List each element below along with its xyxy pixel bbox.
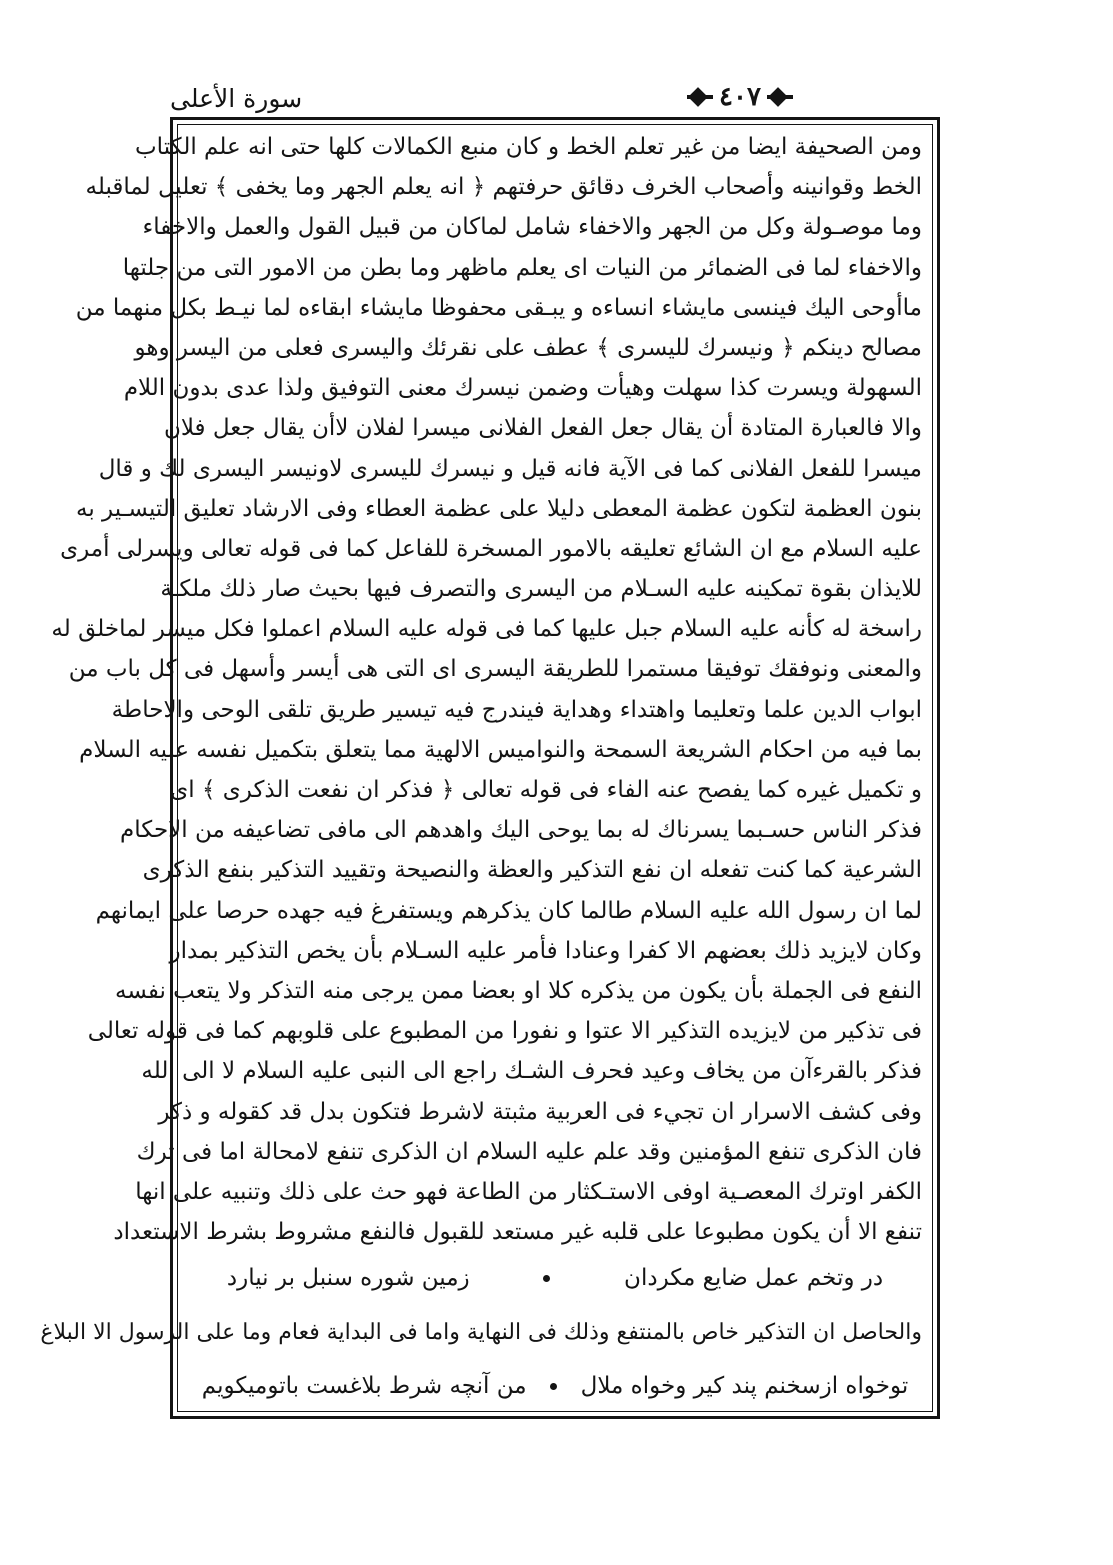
text-line: والاخفاء لما فى الضمائر من النيات اى يعلم ماظهر وما بطن من الامور التى من جلتها (122, 254, 922, 281)
text-line: النفع فى الجملة بأن يكون من يذكره كلا او بعضا ممن يرجى منه التذكر ولا يتعب نفسه (114, 977, 922, 1004)
text-line: والمعنى ونوفقك توفيقا مستمرا للطريقة اليسرى اى التى هى أيسر وأسهل فى كل باب من (68, 656, 922, 683)
page-number: ٤٠٧ (719, 82, 761, 112)
ornament-icon (767, 89, 793, 105)
text-line: ابواب الدين علما وتعليما واهتداء وهداية فيندرج فيه تيسير طريق تلقى الوحى والاحاطة (111, 696, 922, 723)
text-line: الخط وقوانينه وأصحاب الخرف دقائق حرفتهم ﴿ انه يعلم الجهر وما يخفى ﴾ تعليل لماقبله (85, 174, 922, 201)
text-line: بنون العظمة لتكون عظمة المعطى دليلا على عظمة العطاء وفى الارشاد تعليق التيسـير به (76, 495, 922, 522)
ornament-icon (687, 89, 713, 105)
text-line: مصالح دينكم ﴿ ونيسرك لليسرى ﴾ عطف على نقرئك واليسرى فعلى من اليسر وهو (134, 334, 922, 361)
verse-separator-icon (550, 1383, 557, 1390)
verse-separator-icon (543, 1275, 550, 1282)
page-number-group (670, 82, 810, 112)
page-header (170, 78, 940, 114)
text-line: والا فالعبارة المتادة أن يقال جعل الفعل الفلانى ميسرا لفلان لاأن يقال جعل فلان (163, 415, 922, 442)
running-title: سورة الأعلى (170, 84, 303, 113)
text-line: فذكر بالقرءآن من يخاف وعيد فحرف الشـك راجع الى النبى عليه السلام لا الى الله (141, 1058, 922, 1085)
text-line: للايذان بقوة تمكينه عليه السـلام من اليسرى والتصرف فيها بحيث صار ذلك ملكـة (160, 576, 922, 603)
text-line: بما فيه من احكام الشريعة السمحة والنواميس الالهية مما يتعلق بتكميل نفسه عليه السلام (79, 736, 922, 763)
verse-hemistich: زمين شوره سنبل بر نيارد (226, 1265, 470, 1291)
verse-hemistich: من آنچه شرط بلاغست باتوميكويم (201, 1373, 527, 1399)
text-line: الشرعية كما كنت تفعله ان نفع التذكير والعظة والنصيحة وتقييد التذكير بنفع الذكرى (142, 857, 922, 884)
text-line: فذكر الناس حسـبما يسرناك له بما يوحى اليك واهدهم الى مافى تضاعيفه من الاحكام (120, 817, 922, 844)
text-line: راسخة له كأنه عليه السلام جبل عليها كما فى قوله عليه السلام اعملوا فكل ميسر لماخلق له (51, 616, 922, 643)
text-line: و تكميل غيره كما يفصح عنه الفاء فى قوله تعالى ﴿ فذكر ان نفعت الذكرى ﴾ اى (170, 777, 922, 803)
persian-verse-1 (190, 1256, 920, 1300)
text-line: ماأوحى اليك فينسى مايشاء انساءه و يبـقى محفوظا مايشاء ابقاءه لما نيـط بكل منهما من (75, 294, 922, 321)
concluding-text: والحاصل ان التذكير خاص بالمنتفع وذلك فى النهاية واما فى البداية فعام وما على الرسول الا البلاغ (40, 1320, 922, 1345)
persian-verse-2 (190, 1364, 920, 1408)
text-line: الكفر اوترك المعصـية اوفى الاستـكثار من الطاعة فهو حث على ذلك وتنبيه على انها (135, 1178, 922, 1205)
main-text (51, 127, 922, 1252)
text-line: وكان لايزيد ذلك بعضهم الا كفرا وعنادا فأمر عليه السـلام بأن يخص التذكير بمدار (169, 937, 922, 964)
text-line: ومن الصحيفة ايضا من غير تعلم الخط و كان منبع الكمالات كلها حتى انه علم الكتاب (135, 134, 922, 160)
text-line: عليه السلام مع ان الشائع تعليقه بالامور المسخرة للفاعل كما فى قوله تعالى ويسرلى أمرى (60, 535, 922, 562)
text-line: وما موصـولة وكل من الجهر والاخفاء شامل لماكان من قبيل القول والعمل والاخفاء (142, 214, 922, 241)
verse-hemistich: توخواه ازسخنم پند كير وخواه ملال (580, 1373, 909, 1399)
text-line: لما ان رسول الله عليه السلام طالما كان يذكرهم ويستفرغ فيه جهده حرصا على ايمانهم (95, 897, 922, 924)
text-line: السهولة ويسرت كذا سهلت وهيأت وضمن نيسرك معنى التوفيق ولذا عدى بدون اللام (123, 375, 922, 402)
text-line: فى تذكير من لايزيده التذكير الا عتوا و نفورا من المطبوع على قلوبهم كما فى قوله تعالى (87, 1018, 922, 1045)
verse-hemistich: در وتخم عمل ضايع مكردان (624, 1265, 884, 1291)
text-line: وفى كشف الاسرار ان تجيء فى العربية مثبتة لاشرط فتكون بدل قد كقوله و ذكر (158, 1098, 922, 1125)
text-line: ميسرا للفعل الفلانى كما فى الآية فانه قيل و نيسرك لليسرى لاونيسر اليسرى لك و قال (98, 455, 922, 482)
text-line: تنفع الا أن يكون مطبوعا على قلبه غير مستعد للقبول فالنفع مشروط بشرط الاستعداد (113, 1219, 922, 1246)
text-line: فان الذكرى تنفع المؤمنين وقد علم عليه السلام ان الذكرى تنفع لامحالة اما فى ترك (136, 1138, 922, 1165)
